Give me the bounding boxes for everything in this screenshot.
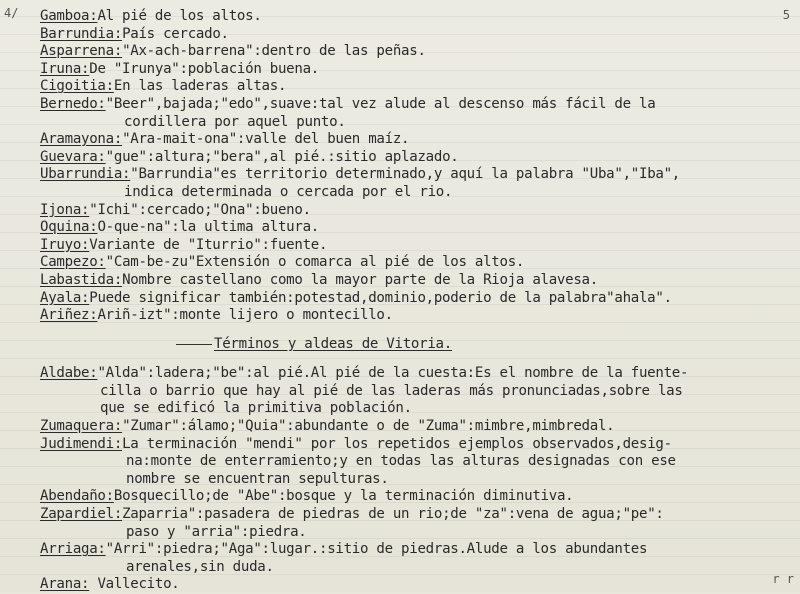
- entry-text: "Arri":piedra;"Aga":lugar.:sitio de piedras.Alude a los abundantes: [105, 541, 648, 558]
- entry-term: Cigoitia:: [40, 78, 114, 95]
- entry-term: Ijona:: [40, 201, 90, 218]
- entry-text: Nombre castellano como la mayor parte de la Rioja alavesa.: [122, 271, 598, 288]
- entry-text: De "Irunya":población buena.: [89, 60, 319, 77]
- entry-bernedo: [40, 96, 792, 131]
- entry-zumaquera: [40, 418, 792, 436]
- margin-mark: 4/: [4, 6, 19, 20]
- entry-term: Asparrena:: [40, 43, 123, 60]
- entry-text: Puede significar también:potestad,dominio,poderio de la palabra"ahala".: [89, 289, 672, 306]
- entry-guevara: [40, 149, 792, 167]
- entry-text: "Barrundia"es territorio determinado,y aquí la palabra "Uba","Iba",: [130, 166, 681, 183]
- entry-term: Arana:: [40, 576, 90, 593]
- entry-text: O-que-na":la ultima altura.: [97, 219, 319, 236]
- entry-arinez: [40, 307, 792, 325]
- entry-arriaga: [40, 541, 792, 576]
- section-heading: [40, 336, 792, 354]
- entry-term: Zumaquera:: [40, 418, 123, 435]
- entry-term: Oquina:: [40, 219, 98, 236]
- entry-text: Vallecito.: [89, 576, 180, 593]
- entry-oquina: [40, 219, 792, 237]
- entry-gamboa: [40, 8, 792, 26]
- entry-aldabe: [40, 365, 792, 418]
- entry-judimendi: [40, 436, 792, 489]
- entry-term: Iruyo:: [40, 236, 90, 253]
- entry-text: "Beer",bajada;"edo",suave:tal vez alude al descenso más fácil de la: [105, 95, 656, 112]
- entry-term: Labastida:: [40, 271, 123, 288]
- entry-iruna: [40, 61, 792, 79]
- entry-text: "Cam-be-zu"Extensión o comarca al pié de los altos.: [105, 254, 525, 271]
- entries-list: [40, 8, 792, 594]
- entry-text: "Alda":ladera;"be":al pié.Al pié de la cuesta:Es el nombre de la fuente-: [97, 365, 689, 382]
- heading-text: Términos y aldeas de Vitoria.: [214, 335, 452, 352]
- entry-text: Al pié de los altos.: [97, 8, 262, 24]
- entry-term: Zapardiel:: [40, 506, 123, 523]
- entry-term: Ariñez:: [40, 307, 98, 324]
- entry-arana: [40, 576, 792, 594]
- entry-text: La terminación "mendi" por los repetidos ejemplos observados,desig-: [122, 435, 672, 452]
- entry-text: Variante de "Iturrio":fuente.: [89, 236, 328, 253]
- entry-ijona: [40, 202, 792, 220]
- entry-term: Gamboa:: [40, 8, 98, 24]
- entry-term: Ubarrundia:: [40, 166, 131, 183]
- entry-continuation: nombre se encuentran sepulturas.: [126, 470, 389, 487]
- entry-text: País cercado.: [122, 25, 229, 42]
- entry-asparrena: [40, 43, 792, 61]
- entry-text: Ariñ-izt":monte lijero o montecillo.: [97, 307, 393, 324]
- entry-continuation: que se edificó la primitiva población.: [100, 400, 412, 417]
- entry-continuation: na:monte de enterramiento;y en todas las alturas designadas con ese: [126, 453, 676, 470]
- entry-term: Ayala:: [40, 289, 90, 306]
- entry-aramayona: [40, 131, 792, 149]
- entry-continuation: cilla o barrio que hay al pié de las laderas más pronunciadas,sobre las: [100, 382, 683, 399]
- entry-term: Bernedo:: [40, 95, 106, 112]
- bottom-mark: r r: [772, 572, 794, 586]
- entry-continuation: paso y "arria":piedra.: [126, 523, 307, 540]
- entry-text: Bosquecillo;de "Abe":bosque y la terminación diminutiva.: [113, 488, 574, 505]
- entry-term: Guevara:: [40, 148, 106, 165]
- entry-continuation: cordillera por aquel punto.: [124, 113, 346, 130]
- entry-text: "Ara-mait-ona":valle del buen maíz.: [122, 131, 410, 148]
- entry-term: Aramayona:: [40, 131, 123, 148]
- entry-text: "Zumar":álamo;"Quia":abundante o de "Zuma":mimbre,mimbredal.: [122, 418, 615, 435]
- entry-iruyo: [40, 237, 792, 255]
- entry-zapardiel: [40, 506, 792, 541]
- entry-term: Arriaga:: [40, 541, 106, 558]
- entry-text: En las laderas altas.: [113, 78, 287, 95]
- entry-ayala: [40, 290, 792, 308]
- entry-term: Campezo:: [40, 254, 106, 271]
- heading-rule: [176, 344, 212, 345]
- entry-barrundia: [40, 26, 792, 44]
- entry-term: Abendaño:: [40, 488, 114, 505]
- entry-abendano: [40, 488, 792, 506]
- entry-term: Judimendi:: [40, 435, 123, 452]
- entry-term: Aldabe:: [40, 365, 98, 382]
- entry-continuation: indica determinada o cercada por el rio.: [124, 183, 453, 200]
- entry-text: "gue":altura;"bera",al pié.:sitio aplazado.: [105, 148, 459, 165]
- entry-ubarrundia: [40, 166, 792, 201]
- entry-term: Iruna:: [40, 60, 90, 77]
- entry-text: "Ichi":cercado;"Ona":bueno.: [89, 201, 311, 218]
- entry-labastida: [40, 272, 792, 290]
- entry-campezo: [40, 254, 792, 272]
- entry-term: Barrundia:: [40, 25, 123, 42]
- entry-cigoitia: [40, 78, 792, 96]
- entry-continuation: arenales,sin duda.: [126, 558, 274, 575]
- corner-mark: 5: [782, 8, 790, 22]
- entry-text: "Ax-ach-barrena":dentro de las peñas.: [122, 43, 426, 60]
- entry-text: Zaparria":pasadera de piedras de un rio;de "za":vena de agua;"pe":: [122, 506, 664, 523]
